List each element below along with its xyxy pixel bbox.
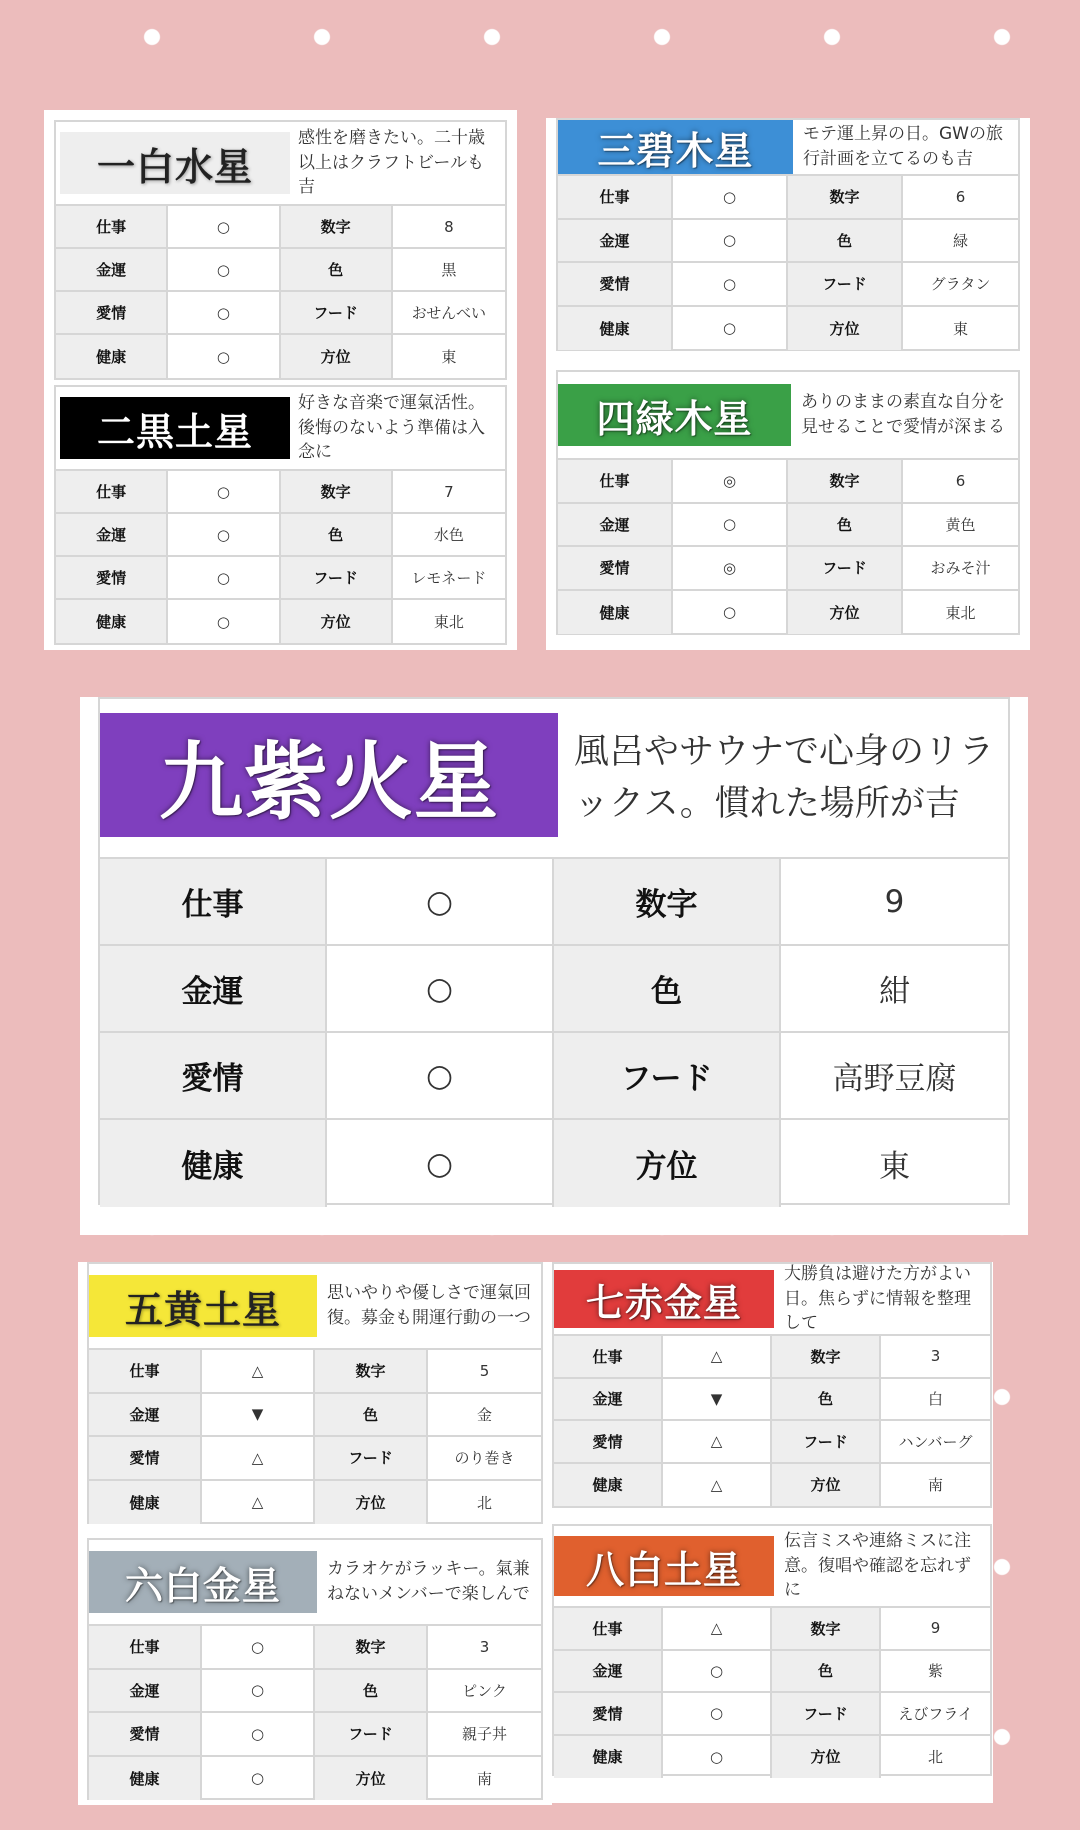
star-title: 六白金星 — [89, 1551, 317, 1613]
fortune-card-happaku-dosei — [552, 1524, 993, 1803]
fortune-table — [552, 1524, 992, 1776]
card-header — [554, 1264, 990, 1336]
value-color: 白 — [881, 1379, 990, 1422]
value-color: 緑 — [903, 220, 1018, 264]
value-work: ○ — [168, 206, 280, 249]
fortune-table — [556, 370, 1020, 635]
value-money: ○ — [673, 220, 788, 264]
label-work: 仕事 — [558, 176, 673, 220]
card-header — [558, 120, 1018, 176]
fortune-card-kyushi-kasei — [80, 697, 1028, 1235]
value-health: △ — [202, 1481, 315, 1525]
label-number: 数字 — [772, 1608, 881, 1651]
value-work: ○ — [673, 176, 788, 220]
label-direction: 方位 — [788, 307, 903, 351]
value-love: ○ — [202, 1713, 315, 1757]
value-love: ○ — [168, 292, 280, 335]
fortune-grid — [56, 206, 505, 378]
value-number: 5 — [428, 1350, 541, 1394]
value-money: ▼ — [663, 1379, 772, 1422]
value-food: えびフライ — [881, 1693, 990, 1736]
value-number: 6 — [903, 176, 1018, 220]
label-health: 健康 — [56, 335, 168, 378]
star-title: 三碧木星 — [558, 120, 793, 174]
label-food: フード — [315, 1713, 428, 1757]
label-work: 仕事 — [56, 206, 168, 249]
label-color: 色 — [554, 946, 781, 1033]
label-direction: 方位 — [281, 335, 393, 378]
value-direction: 南 — [476, 1769, 492, 1788]
value-money: ○ — [168, 249, 280, 292]
value-direction: 南 — [927, 1476, 943, 1495]
value-number: 9 — [881, 1608, 990, 1651]
label-food: フード — [788, 263, 903, 307]
value-love: ○ — [168, 557, 280, 600]
card-header — [100, 699, 1008, 859]
label-money: 金運 — [554, 1379, 663, 1422]
value-food: 高野豆腐 — [781, 1033, 1008, 1120]
value-color: ピンク — [428, 1670, 541, 1714]
value-money: ○ — [327, 946, 554, 1033]
card-header — [558, 372, 1018, 460]
value-work: ◎ — [673, 460, 788, 504]
label-money: 金運 — [89, 1670, 202, 1714]
label-love: 愛情 — [558, 547, 673, 591]
fortune-grid — [89, 1350, 541, 1524]
value-money: ▼ — [202, 1394, 315, 1438]
label-color: 色 — [772, 1651, 881, 1694]
star-description: ありのままの素直な自分を見せることで愛情が深まる — [801, 392, 1005, 437]
star-description: 思いやりや優しさで運氣回復。募金も開運行動の一つ — [327, 1283, 531, 1328]
label-color: 色 — [788, 504, 903, 548]
label-health: 健康 — [56, 600, 168, 643]
value-food: のり巻き — [428, 1437, 541, 1481]
label-food: フード — [554, 1033, 781, 1120]
value-color: 黒 — [393, 249, 505, 292]
label-number: 数字 — [772, 1336, 881, 1379]
label-number: 数字 — [788, 176, 903, 220]
fortune-table — [87, 1262, 543, 1524]
fortune-grid — [558, 460, 1018, 634]
label-number: 数字 — [788, 460, 903, 504]
label-work: 仕事 — [56, 471, 168, 514]
card-header — [56, 122, 505, 206]
label-love: 愛情 — [89, 1437, 202, 1481]
value-work: △ — [202, 1350, 315, 1394]
label-food: フード — [281, 292, 393, 335]
label-food: フード — [772, 1693, 881, 1736]
value-food: 親子丼 — [428, 1713, 541, 1757]
label-food: フード — [772, 1421, 881, 1464]
label-direction: 方位 — [315, 1757, 428, 1801]
fortune-grid — [100, 859, 1008, 1207]
card-header — [89, 1540, 541, 1626]
label-number: 数字 — [315, 1626, 428, 1670]
star-description: 感性を磨きたい。二十歳以上はクラフトビールも吉 — [298, 128, 485, 198]
card-header — [554, 1526, 990, 1608]
star-description: カラオケがラッキー。氣兼ねないメンバーで楽しんで — [327, 1559, 530, 1604]
label-direction: 方位 — [788, 591, 903, 635]
label-direction: 方位 — [772, 1736, 881, 1779]
fortune-grid — [89, 1626, 541, 1800]
label-food: フード — [315, 1437, 428, 1481]
fortune-table — [54, 385, 507, 645]
value-work: ○ — [327, 859, 554, 946]
value-health: △ — [663, 1464, 772, 1507]
value-health: ○ — [673, 591, 788, 635]
label-number: 数字 — [554, 859, 781, 946]
fortune-grid — [554, 1336, 990, 1506]
card-header — [56, 387, 505, 471]
star-title: 二黒土星 — [60, 397, 290, 459]
value-direction: 北 — [476, 1493, 492, 1512]
label-number: 数字 — [281, 206, 393, 249]
fortune-table — [556, 118, 1020, 351]
label-love: 愛情 — [56, 557, 168, 600]
label-health: 健康 — [558, 591, 673, 635]
value-work: △ — [663, 1608, 772, 1651]
value-love: △ — [202, 1437, 315, 1481]
label-money: 金運 — [554, 1651, 663, 1694]
label-money: 金運 — [56, 514, 168, 557]
label-money: 金運 — [100, 946, 327, 1033]
value-health: ○ — [663, 1736, 772, 1779]
value-work: △ — [663, 1336, 772, 1379]
value-money: ○ — [202, 1670, 315, 1714]
star-title: 五黄土星 — [89, 1275, 317, 1337]
fortune-card-jikoku-dosei — [44, 385, 517, 650]
value-color: 紫 — [881, 1651, 990, 1694]
value-work: ○ — [168, 471, 280, 514]
label-direction: 方位 — [315, 1481, 428, 1525]
star-description: 大勝負は避けた方がよい日。焦らずに情報を整理して — [784, 1264, 971, 1334]
label-love: 愛情 — [554, 1693, 663, 1736]
label-color: 色 — [281, 249, 393, 292]
star-description: 好きな音楽で運氣活性。後悔のないよう準備は入念に — [298, 393, 485, 463]
label-work: 仕事 — [554, 1608, 663, 1651]
label-health: 健康 — [554, 1464, 663, 1507]
fortune-card-roppaku-kinsei — [78, 1538, 552, 1805]
value-love: ○ — [327, 1033, 554, 1120]
star-title: 八白土星 — [554, 1536, 774, 1596]
value-number: 7 — [393, 471, 505, 514]
label-work: 仕事 — [558, 460, 673, 504]
value-food: ハンバーグ — [881, 1421, 990, 1464]
value-love: ○ — [663, 1693, 772, 1736]
label-money: 金運 — [558, 220, 673, 264]
label-money: 金運 — [89, 1394, 202, 1438]
value-love: ○ — [673, 263, 788, 307]
value-direction: 東北 — [433, 613, 464, 631]
value-health: ○ — [168, 335, 280, 378]
label-health: 健康 — [554, 1736, 663, 1779]
value-love: ◎ — [673, 547, 788, 591]
fortune-table — [87, 1538, 543, 1800]
fortune-grid — [56, 471, 505, 643]
star-title: 七赤金星 — [554, 1270, 774, 1328]
value-number: 3 — [881, 1336, 990, 1379]
value-direction: 東 — [879, 1149, 910, 1185]
label-money: 金運 — [56, 249, 168, 292]
label-love: 愛情 — [56, 292, 168, 335]
value-direction: 北 — [927, 1748, 943, 1767]
label-color: 色 — [788, 220, 903, 264]
label-love: 愛情 — [558, 263, 673, 307]
value-color: 水色 — [393, 514, 505, 557]
fortune-grid — [554, 1608, 990, 1778]
label-number: 数字 — [281, 471, 393, 514]
label-health: 健康 — [100, 1120, 327, 1207]
label-love: 愛情 — [100, 1033, 327, 1120]
label-work: 仕事 — [89, 1350, 202, 1394]
star-description: 風呂やサウナで心身のリラックス。慣れた場所が吉 — [574, 731, 995, 824]
label-work: 仕事 — [554, 1336, 663, 1379]
label-work: 仕事 — [89, 1626, 202, 1670]
value-health: ○ — [202, 1757, 315, 1801]
star-description: モテ運上昇の日。GWの旅行計画を立てるのも吉 — [803, 124, 1003, 169]
label-food: フード — [281, 557, 393, 600]
value-money: ○ — [663, 1651, 772, 1694]
label-love: 愛情 — [554, 1421, 663, 1464]
label-direction: 方位 — [281, 600, 393, 643]
value-food: おみそ汁 — [903, 547, 1018, 591]
label-direction: 方位 — [554, 1120, 781, 1207]
label-health: 健康 — [89, 1757, 202, 1801]
value-color: 金 — [428, 1394, 541, 1438]
card-header — [89, 1264, 541, 1350]
value-direction: 東 — [952, 319, 968, 338]
label-color: 色 — [281, 514, 393, 557]
star-title: 四緑木星 — [558, 384, 791, 446]
value-food: おせんべい — [393, 292, 505, 335]
value-color: 黄色 — [903, 504, 1018, 548]
star-description: 伝言ミスや連絡ミスに注意。復唱や確認を忘れずに — [784, 1531, 971, 1601]
value-number: 8 — [393, 206, 505, 249]
fortune-table — [552, 1262, 992, 1508]
value-health: ○ — [327, 1120, 554, 1207]
label-love: 愛情 — [89, 1713, 202, 1757]
value-work: ○ — [202, 1626, 315, 1670]
value-direction: 東北 — [945, 603, 976, 622]
label-health: 健康 — [89, 1481, 202, 1525]
value-food: レモネード — [393, 557, 505, 600]
label-health: 健康 — [558, 307, 673, 351]
value-food: グラタン — [903, 263, 1018, 307]
fortune-card-shiroku-mokusei — [546, 370, 1030, 650]
value-number: 3 — [428, 1626, 541, 1670]
value-love: △ — [663, 1421, 772, 1464]
value-color: 紺 — [781, 946, 1008, 1033]
label-number: 数字 — [315, 1350, 428, 1394]
label-money: 金運 — [558, 504, 673, 548]
value-number: 6 — [903, 460, 1018, 504]
value-number: 9 — [781, 859, 1008, 946]
value-direction: 東 — [441, 348, 457, 366]
fortune-grid — [558, 176, 1018, 350]
label-color: 色 — [315, 1670, 428, 1714]
value-money: ○ — [168, 514, 280, 557]
value-health: ○ — [168, 600, 280, 643]
label-color: 色 — [315, 1394, 428, 1438]
star-title: 一白水星 — [60, 132, 290, 194]
label-direction: 方位 — [772, 1464, 881, 1507]
value-health: ○ — [673, 307, 788, 351]
label-color: 色 — [772, 1379, 881, 1422]
value-money: ○ — [673, 504, 788, 548]
fortune-table — [54, 120, 507, 380]
star-title: 九紫火星 — [100, 713, 558, 837]
fortune-table — [98, 697, 1010, 1205]
label-food: フード — [788, 547, 903, 591]
label-work: 仕事 — [100, 859, 327, 946]
